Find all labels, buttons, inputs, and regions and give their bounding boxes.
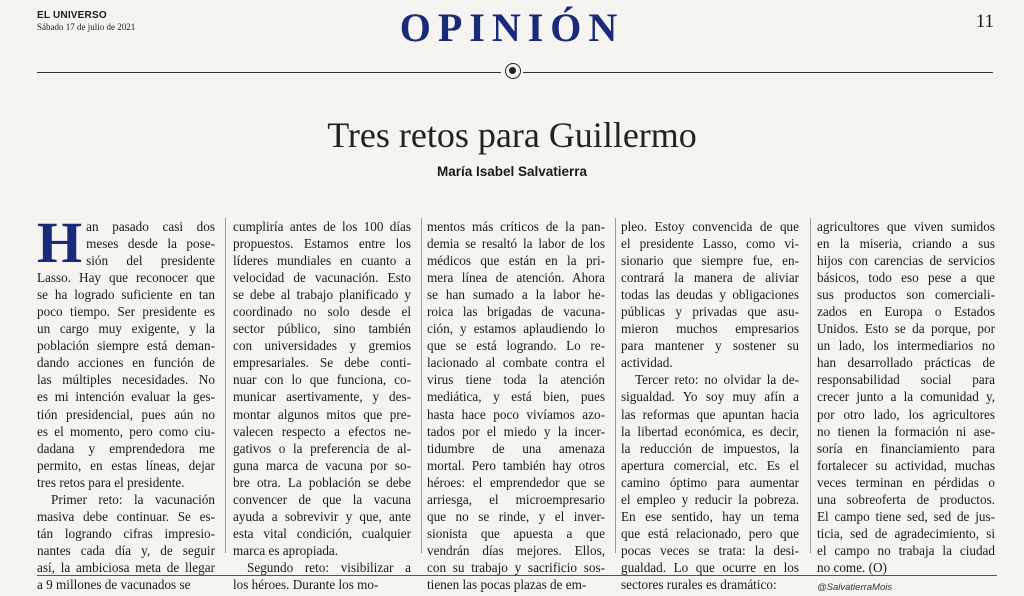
text-line: fortalecer su actividad, muchas bbox=[817, 457, 995, 473]
newspaper-brand: EL UNIVERSO bbox=[37, 10, 107, 21]
text-line: roica las brigadas de vacuna- bbox=[427, 304, 605, 320]
text-line: empresariales. Se debe conti- bbox=[233, 355, 411, 371]
text-line: se ha logrado suficiente en tan bbox=[37, 287, 215, 303]
text-line: que se está logrando. Lo re- bbox=[427, 338, 605, 354]
author-twitter-handle: @SalvatierraMois bbox=[817, 581, 893, 593]
text-line: zados en Europa o Estados bbox=[817, 304, 995, 320]
text-line: mortal. Pero también hay otros bbox=[427, 457, 605, 473]
text-line: que está relacionado, pero que bbox=[621, 525, 799, 541]
text-line: virus tiene toda la atención bbox=[427, 372, 605, 388]
text-line: vendrán días mejores. Ellos, bbox=[427, 542, 605, 558]
text-line: contrará la manera de aliviar bbox=[621, 270, 799, 286]
text-line: veces terminan en pérdidas o bbox=[817, 474, 995, 490]
text-line: un lado, los intermediarios no bbox=[817, 338, 995, 354]
column-5 bbox=[817, 218, 995, 596]
text-line: tidumbre de una amenaza bbox=[427, 440, 605, 456]
text-line: líderes mundiales en cuanto a bbox=[233, 253, 411, 269]
column-2-text bbox=[233, 218, 411, 593]
text-line: ticia, sed de agradecimiento, si bbox=[817, 525, 995, 541]
text-line: no tienen la formación ni ase- bbox=[817, 423, 995, 439]
text-line: el campo no trabaja la ciudad bbox=[817, 542, 995, 558]
text-line: soría en financiamiento para bbox=[817, 440, 995, 456]
text-line: las reformas que apuntan hacia bbox=[621, 406, 799, 422]
text-line: gualdad. Lo que ocurre en los bbox=[621, 559, 799, 575]
text-line: la libertad económica, es decir, bbox=[621, 423, 799, 439]
text-line: héroes: el emprendedor que se bbox=[427, 474, 605, 490]
text-line: con su trabajo y sacrificio sos- bbox=[427, 559, 605, 575]
text-line: tión presidencial, pues aún no bbox=[37, 406, 215, 422]
text-line: básicos, todo eso pese a que bbox=[817, 270, 995, 286]
text-line: un cargo muy exigente, y la bbox=[37, 321, 215, 337]
text-line: arriesga, el microempresario bbox=[427, 491, 605, 507]
text-line: han desarrollado prácticas de bbox=[817, 355, 995, 371]
text-line: mediática, y está bien, pues bbox=[427, 389, 605, 405]
text-line: propuestos. Estamos entre los bbox=[233, 236, 411, 252]
text-line: se debe al trabajo planificado y bbox=[233, 287, 411, 303]
text-line: poco tiempo. Ser presidente es bbox=[37, 304, 215, 320]
column-divider bbox=[225, 218, 226, 553]
text-line: crecer junto a la comunidad y, bbox=[817, 389, 995, 405]
text-line: sectores rurales es dramático: bbox=[621, 576, 777, 592]
text-line: a 9 millones de vacunados se bbox=[37, 576, 191, 592]
text-line: es mi intención evaluar la ges- bbox=[37, 389, 215, 405]
text-line: gativos o la preferencia de al- bbox=[233, 440, 411, 456]
text-line: se han sumado a la labor he- bbox=[427, 287, 605, 303]
circle-ornament-icon bbox=[505, 63, 521, 79]
text-line: permito, en estas líneas, dejar bbox=[37, 457, 215, 473]
text-line: nuar con lo que funciona, co- bbox=[233, 372, 411, 388]
text-line: montar algunos mitos que pre- bbox=[233, 406, 411, 422]
text-line: para mantener y sostener su bbox=[621, 338, 799, 354]
article-body bbox=[37, 210, 997, 593]
footer-rule bbox=[37, 575, 997, 576]
text-line: actividad. bbox=[621, 355, 673, 371]
header-rule-right bbox=[523, 72, 993, 73]
text-line: la reducción de impuestos, la bbox=[621, 440, 799, 456]
text-line: Unidos. Esto se da porque, por bbox=[817, 321, 995, 337]
text-line: ayuda a sobrevivir y que, ante bbox=[233, 508, 411, 524]
text-line: mieron muchos empresarios bbox=[621, 321, 799, 337]
text-line: con universidades y gremios bbox=[233, 338, 411, 354]
text-line: Lasso. Hay que reconocer que bbox=[37, 270, 215, 286]
text-line: tados por el miedo y la incer- bbox=[427, 423, 605, 439]
text-line: Primer reto: la vacunación bbox=[51, 491, 215, 507]
text-line: Segundo reto: visibilizar a bbox=[247, 559, 411, 575]
text-line: sionario que siempre fue, en- bbox=[621, 253, 799, 269]
text-line: marca es apropiada. bbox=[233, 542, 339, 558]
text-line: el empleo y reducir la pobreza. bbox=[621, 491, 799, 507]
text-line: agricultores que viven sumidos bbox=[817, 219, 995, 234]
column-4-text bbox=[621, 218, 799, 593]
text-line: convencer de que la vacuna bbox=[233, 491, 411, 507]
text-line: an pasado casi dos bbox=[86, 219, 215, 234]
text-line: tienen las pocas plazas de em- bbox=[427, 576, 587, 592]
text-line: tres retos para el presidente. bbox=[37, 474, 185, 490]
text-line: hasta hace poco vivíamos azo- bbox=[427, 406, 605, 422]
column-divider bbox=[421, 218, 422, 553]
text-line: responsabilidad social para bbox=[817, 372, 995, 388]
section-title: OPINIÓN bbox=[399, 5, 625, 50]
text-line: guna marca de vacuna por so- bbox=[233, 457, 411, 473]
text-line: médicos que están en la pri- bbox=[427, 253, 605, 269]
text-line: valecen respecto a efectos ne- bbox=[233, 423, 411, 439]
text-line: sus productos son comerciali- bbox=[817, 287, 995, 303]
text-line: mera línea de atención. Ahora bbox=[427, 270, 605, 286]
masthead bbox=[0, 0, 1024, 80]
text-line: todas las deudas y obligaciones bbox=[621, 287, 799, 303]
text-line: el presidente Lasso, como vi- bbox=[621, 236, 799, 252]
column-divider bbox=[615, 218, 616, 553]
text-line: una sobreoferta de productos. bbox=[817, 491, 995, 507]
text-line: mentos más críticos de la pan- bbox=[427, 219, 605, 234]
column-1-text bbox=[37, 210, 215, 593]
text-line: bre otra. La población se debe bbox=[233, 474, 411, 490]
text-line: sector público, sino también bbox=[233, 321, 411, 337]
column-divider bbox=[810, 218, 811, 553]
text-line: sión del presidente bbox=[86, 253, 215, 269]
text-line: población siempre está deman- bbox=[37, 338, 215, 354]
text-line: sionista que apuesta a que bbox=[427, 525, 605, 541]
page-number: 11 bbox=[975, 11, 994, 32]
text-line: nantes cada día y, de seguir bbox=[37, 542, 215, 558]
text-line: masiva debe continuar. Se es- bbox=[37, 508, 215, 524]
text-line: Tercer reto: no olvidar la de- bbox=[635, 372, 799, 388]
text-line: lacionado al combate contra el bbox=[427, 355, 605, 371]
text-line: así, la ambiciosa meta de llegar bbox=[37, 559, 215, 575]
text-line: en la miseria, criando a sus bbox=[817, 236, 995, 252]
text-line: pocas veces se trata: la desi- bbox=[621, 542, 799, 558]
text-line: esta vital condición, cualquier bbox=[233, 525, 411, 541]
text-line: los héroes. Durante los mo- bbox=[233, 576, 379, 592]
drop-cap: H bbox=[37, 210, 83, 275]
text-line: En ese sentido, hay un tema bbox=[621, 508, 799, 524]
text-line: que no se rinde, y el inver- bbox=[427, 508, 605, 524]
text-line: velocidad de vacunación. Esto bbox=[233, 270, 411, 286]
text-line: demia se resaltó la labor de los bbox=[427, 236, 605, 252]
article-author: María Isabel Salvatierra bbox=[436, 164, 588, 179]
text-line: dadana y emprendedora me bbox=[37, 440, 215, 456]
column-1 bbox=[37, 210, 215, 593]
text-line: las múltiples necesidades. No bbox=[37, 372, 215, 388]
text-line: públicas y privadas que asu- bbox=[621, 304, 799, 320]
text-line: es el momento, pero como ciu- bbox=[37, 423, 215, 439]
issue-date: Sábado 17 de julio de 2021 bbox=[37, 22, 136, 32]
header-rule-left bbox=[37, 72, 501, 73]
text-line: municar asertivamente, y des- bbox=[233, 389, 411, 405]
column-3-text bbox=[427, 218, 605, 593]
text-line: El campo tiene sed, sed de jus- bbox=[817, 508, 995, 524]
column-3 bbox=[427, 218, 605, 593]
column-2 bbox=[233, 218, 411, 593]
column-5-text bbox=[817, 218, 995, 576]
text-line: por otro lado, los agricultores bbox=[817, 406, 995, 422]
text-line: sigualdad. Yo soy muy afín a bbox=[621, 389, 799, 405]
text-line: hijos con carencias de servicios bbox=[817, 253, 995, 269]
text-line: tán logrando cifras impresio- bbox=[37, 525, 215, 541]
text-line: ción, y estamos aplaudiendo lo bbox=[427, 321, 605, 337]
text-line: dando acciones en función de bbox=[37, 355, 215, 371]
text-line: coordinado no solo desde el bbox=[233, 304, 411, 320]
article-title: Tres retos para Guillermo bbox=[327, 115, 697, 155]
text-line: no come. (O) bbox=[817, 559, 887, 575]
text-line: cumpliría antes de los 100 días bbox=[233, 219, 411, 234]
text-line: pleo. Estoy convencida de que bbox=[621, 219, 799, 234]
column-4 bbox=[621, 218, 799, 593]
text-line: apertura comercial, etc. Es el bbox=[621, 457, 799, 473]
text-line: camino óptimo para aumentar bbox=[621, 474, 799, 490]
text-line: meses desde la pose- bbox=[86, 236, 215, 252]
